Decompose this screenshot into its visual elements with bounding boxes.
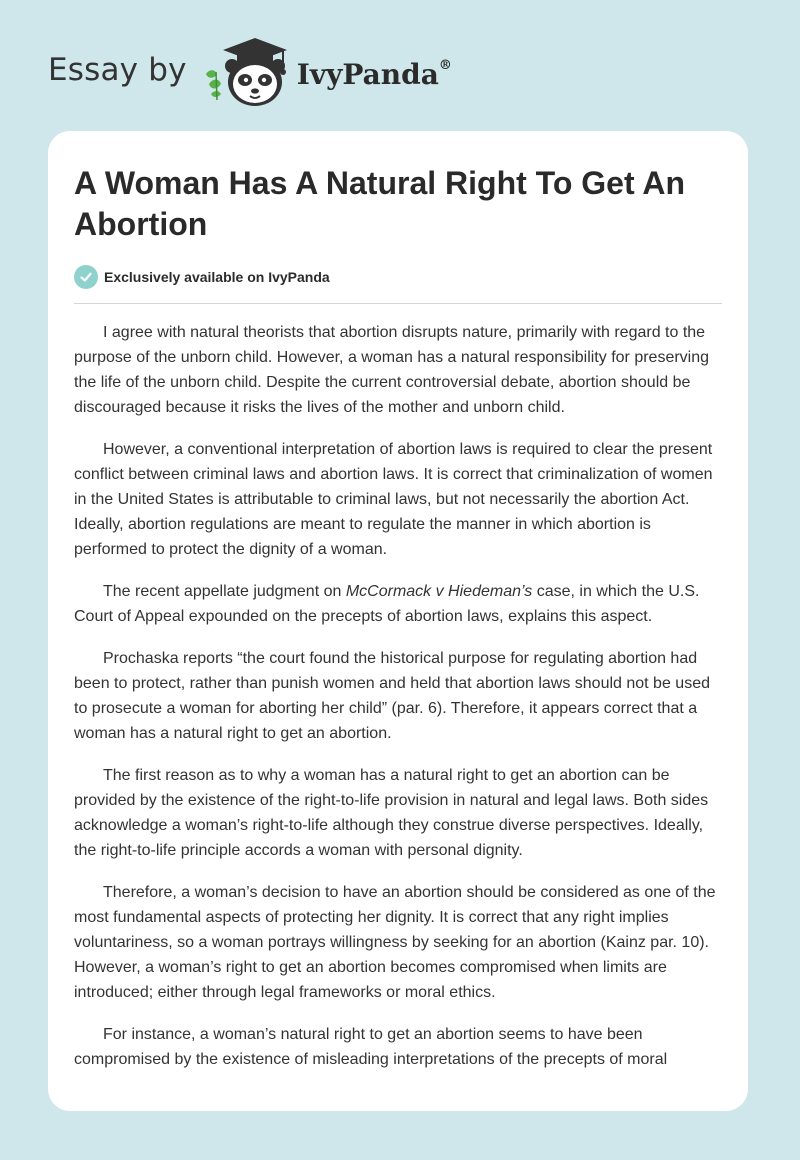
- paragraph: Therefore, a woman’s decision to have an abortion should be considered as one of the most fundamental aspects of protecting her dignity. It is correct that any right implies voluntariness, so a woman portrays willingness by seeking for an abortion (Kainz par. 10). However, a woman’s right to get an abortion becomes compromised when limits are introduced; either through legal frameworks or moral ethics.: [74, 884, 716, 1001]
- exclusive-badge: [74, 264, 330, 290]
- check-circle-icon: [74, 265, 98, 289]
- essay-card: [48, 131, 748, 1111]
- essay-body: [74, 320, 722, 1089]
- page-title: A Woman Has A Natural Right To Get An Abortion: [74, 165, 685, 242]
- essay-by-label: Essay by: [48, 52, 187, 88]
- exclusive-badge-label: Exclusively available on IvyPanda: [104, 269, 330, 285]
- divider: [74, 303, 722, 304]
- site-header: [48, 36, 452, 108]
- ivypanda-logo-icon[interactable]: [201, 36, 293, 108]
- brand-name[interactable]: IvyPanda®: [296, 57, 452, 91]
- case-name: McCormack v Hiedeman’s: [345, 583, 533, 600]
- paragraph: Prochaska reports “the court found the historical purpose for regulating abortion had been to protect, rather than punish women and held that abortion laws should not be used to prosecute a woman for aborting her child” (par. 6). Therefore, it appears correct that a woman has a natural right to get an abortion.: [74, 650, 710, 742]
- paragraph: The recent appellate judgment on McCormack v Hiedeman’s case, in which the U.S. Court of Appeal expounded on the precepts of abortion laws, explains this aspect.: [74, 583, 700, 625]
- paragraph: For instance, a woman’s natural right to get an abortion seems to have been compromised by the existence of misleading interpretations of the precepts of moral: [74, 1026, 668, 1068]
- paragraph: However, a conventional interpretation of abortion laws is required to clear the present conflict between criminal laws and abortion laws. It is correct that criminalization of women in the United States is attributable to criminal laws, but not necessarily the abortion Act. Ideally, abortion regulations are meant to regulate the manner in which abortion is performed to protect the dignity of a woman.: [74, 441, 713, 558]
- paragraph: I agree with natural theorists that abortion disrupts nature, primarily with regard to the purpose of the unborn child. However, a woman has a natural responsibility for preserving the life of the unborn child. Despite the current controversial debate, abortion should be discouraged because it risks the lives of the mother and unborn child.: [74, 324, 710, 416]
- paragraph: The first reason as to why a woman has a natural right to get an abortion can be provided by the existence of the right-to-life provision in natural and legal laws. Both sides acknowledge a woman’s right-to-life although they construe diverse perspectives. Ideally, the right-to-life principle accords a woman with personal dignity.: [74, 767, 709, 859]
